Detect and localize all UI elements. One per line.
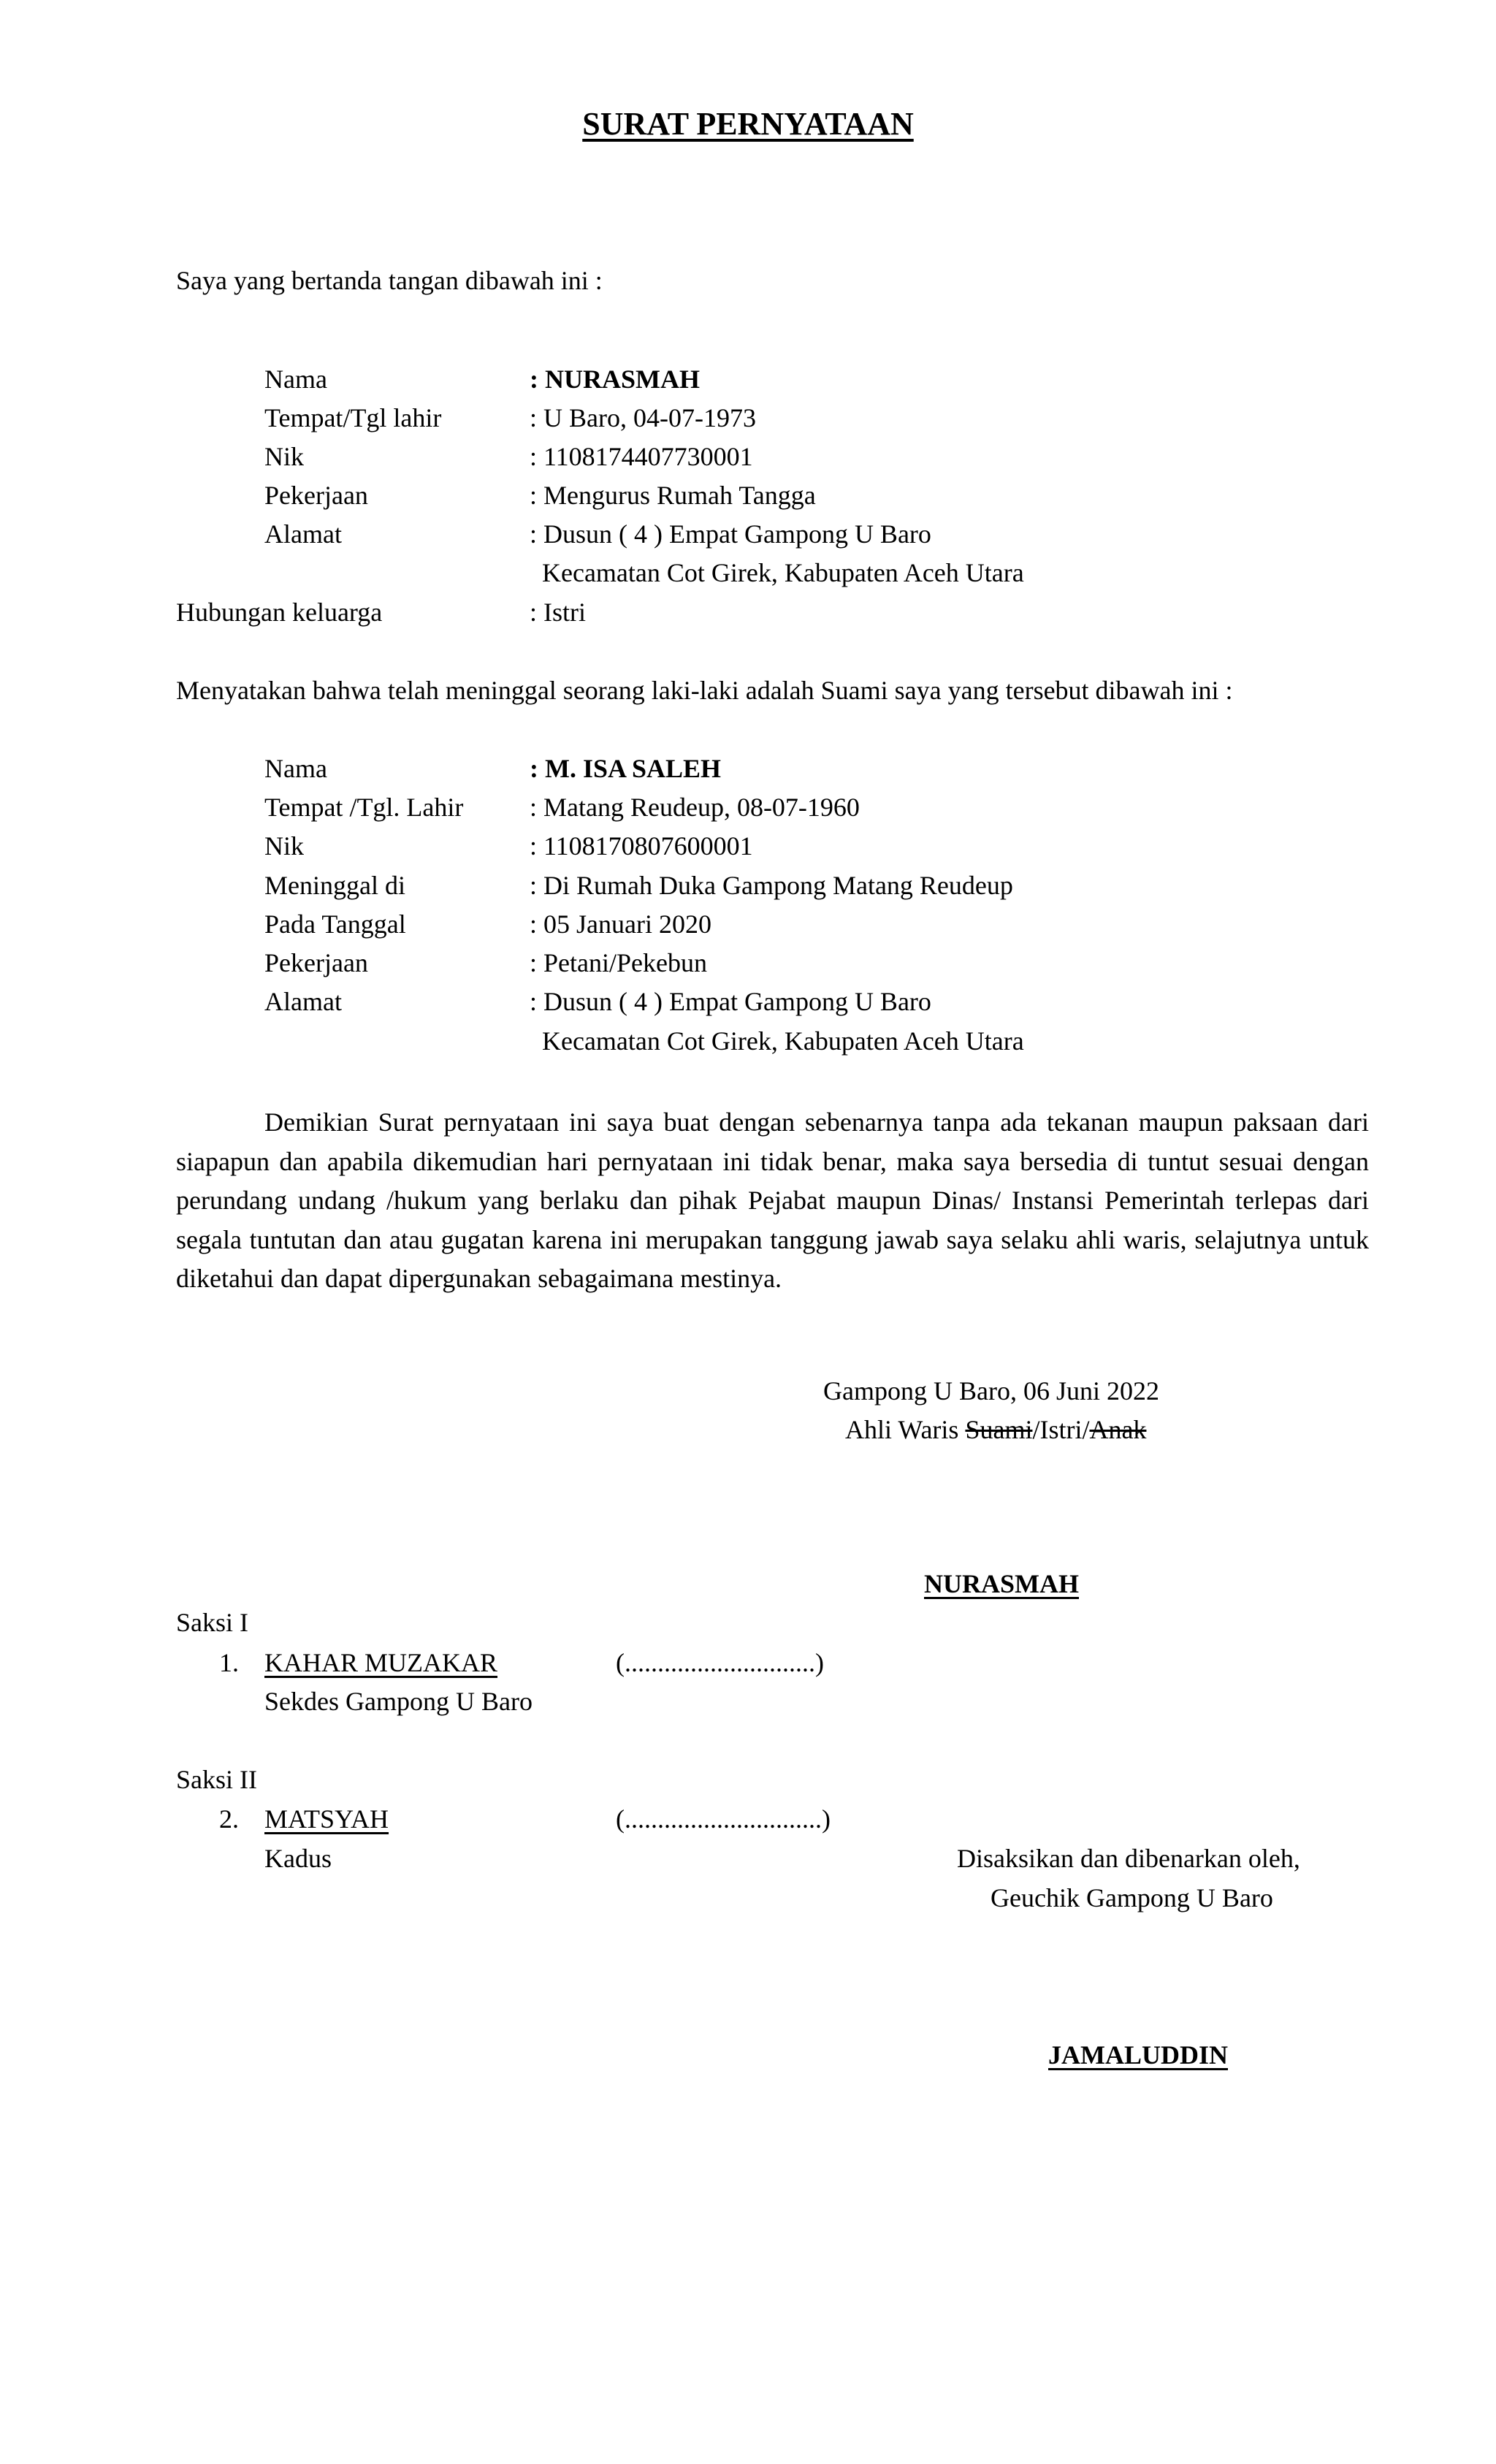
heir-role-struck-child: Anak	[1089, 1415, 1147, 1444]
declarant-address-value: : Dusun ( 4 ) Empat Gampong U Baro	[530, 519, 931, 549]
closing-paragraph-text: Demikian Surat pernyataan ini saya buat dengan sebenarnya tanpa ada tekanan maupun paksaan dari siapapun dan apabila dikemudian hari pernyataan ini tidak benar, maka saya bersedia di tuntut sesuai dengan perundang undang /hukum yang berlaku dan pihak Pejabat maupun Dinas/ Instansi Pemerintah terlepas dari segala tuntutan dan atau gugatan karena ini merupakan tanggung jawab saya selaku ahli waris, selajutnya untuk diketahui dan dapat dipergunakan sebagaimana mestinya.	[176, 1107, 1369, 1294]
place-date: Gampong U Baro, 06 Juni 2022	[823, 1376, 1159, 1405]
deceased-name-value: : M. ISA SALEH	[530, 754, 722, 783]
relation-label: Hubungan keluarga	[176, 598, 383, 627]
witness-2-heading: Saksi II	[176, 1765, 257, 1794]
deceased-address-label: Alamat	[264, 987, 342, 1016]
deceased-job-value: : Petani/Pekebun	[530, 948, 707, 977]
declarant-job-label: Pekerjaan	[264, 481, 368, 510]
heir-role-struck-husband: Suami	[965, 1415, 1033, 1444]
deceased-address-value: : Dusun ( 4 ) Empat Gampong U Baro	[530, 987, 931, 1016]
intro-text: Saya yang bertanda tangan dibawah ini :	[176, 266, 603, 295]
attest-line-2: Geuchik Gampong U Baro	[991, 1883, 1273, 1912]
witness-1-position: Sekdes Gampong U Baro	[264, 1687, 533, 1716]
deceased-name-label: Nama	[264, 754, 327, 783]
declarant-name-label: Nama	[264, 365, 327, 394]
witness-2-position: Kadus	[264, 1844, 332, 1873]
declarant-nik-label: Nik	[264, 442, 304, 471]
declarant-name-value: : NURASMAH	[530, 365, 700, 394]
document-title: SURAT PERNYATAAN	[582, 106, 914, 142]
attest-line-1: Disaksikan dan dibenarkan oleh,	[957, 1844, 1300, 1873]
heir-role	[845, 1416, 1146, 1443]
witness-1-number: 1.	[219, 1648, 239, 1677]
deceased-death-place-label: Meninggal di	[264, 871, 405, 900]
deceased-birth-value: : Matang Reudeup, 08-07-1960	[530, 793, 860, 822]
declarant-job-value: : Mengurus Rumah Tangga	[530, 481, 816, 510]
declarant-signature-name: NURASMAH	[924, 1569, 1079, 1598]
declarant-birth-value: : U Baro, 04-07-1973	[530, 403, 756, 432]
heir-role-prefix: Ahli Waris	[845, 1415, 966, 1444]
deceased-nik-label: Nik	[264, 831, 304, 861]
closing-paragraph	[176, 1103, 1369, 1299]
deceased-date-label: Pada Tanggal	[264, 909, 406, 939]
deceased-nik-value: : 1108170807600001	[530, 831, 753, 861]
deceased-job-label: Pekerjaan	[264, 948, 368, 977]
deceased-birth-label: Tempat /Tgl. Lahir	[264, 793, 464, 822]
relation-value: : Istri	[530, 598, 586, 627]
witness-1-signature-line: (.............................)	[616, 1648, 824, 1677]
deceased-address-line2: Kecamatan Cot Girek, Kabupaten Aceh Utara	[542, 1026, 1024, 1056]
heir-role-wife: /Istri/	[1032, 1415, 1090, 1444]
witness-1-heading: Saksi I	[176, 1608, 248, 1637]
witness-1-name: KAHAR MUZAKAR	[264, 1648, 498, 1677]
deceased-date-value: : 05 Januari 2020	[530, 909, 711, 939]
statement-text: Menyatakan bahwa telah meninggal seorang laki-laki adalah Suami saya yang tersebut dibawah ini :	[176, 676, 1233, 705]
declarant-nik-value: : 1108174407730001	[530, 442, 753, 471]
witness-2-name: MATSYAH	[264, 1804, 389, 1834]
witness-2-number: 2.	[219, 1804, 239, 1834]
witness-2-signature-line: (..............................)	[616, 1804, 831, 1834]
declarant-address-label: Alamat	[264, 519, 342, 549]
declarant-address-line2: Kecamatan Cot Girek, Kabupaten Aceh Utara	[542, 558, 1024, 587]
deceased-death-place-value: : Di Rumah Duka Gampong Matang Reudeup	[530, 871, 1013, 900]
declarant-birth-label: Tempat/Tgl lahir	[264, 403, 442, 432]
attest-signature-name: JAMALUDDIN	[1048, 2040, 1228, 2070]
